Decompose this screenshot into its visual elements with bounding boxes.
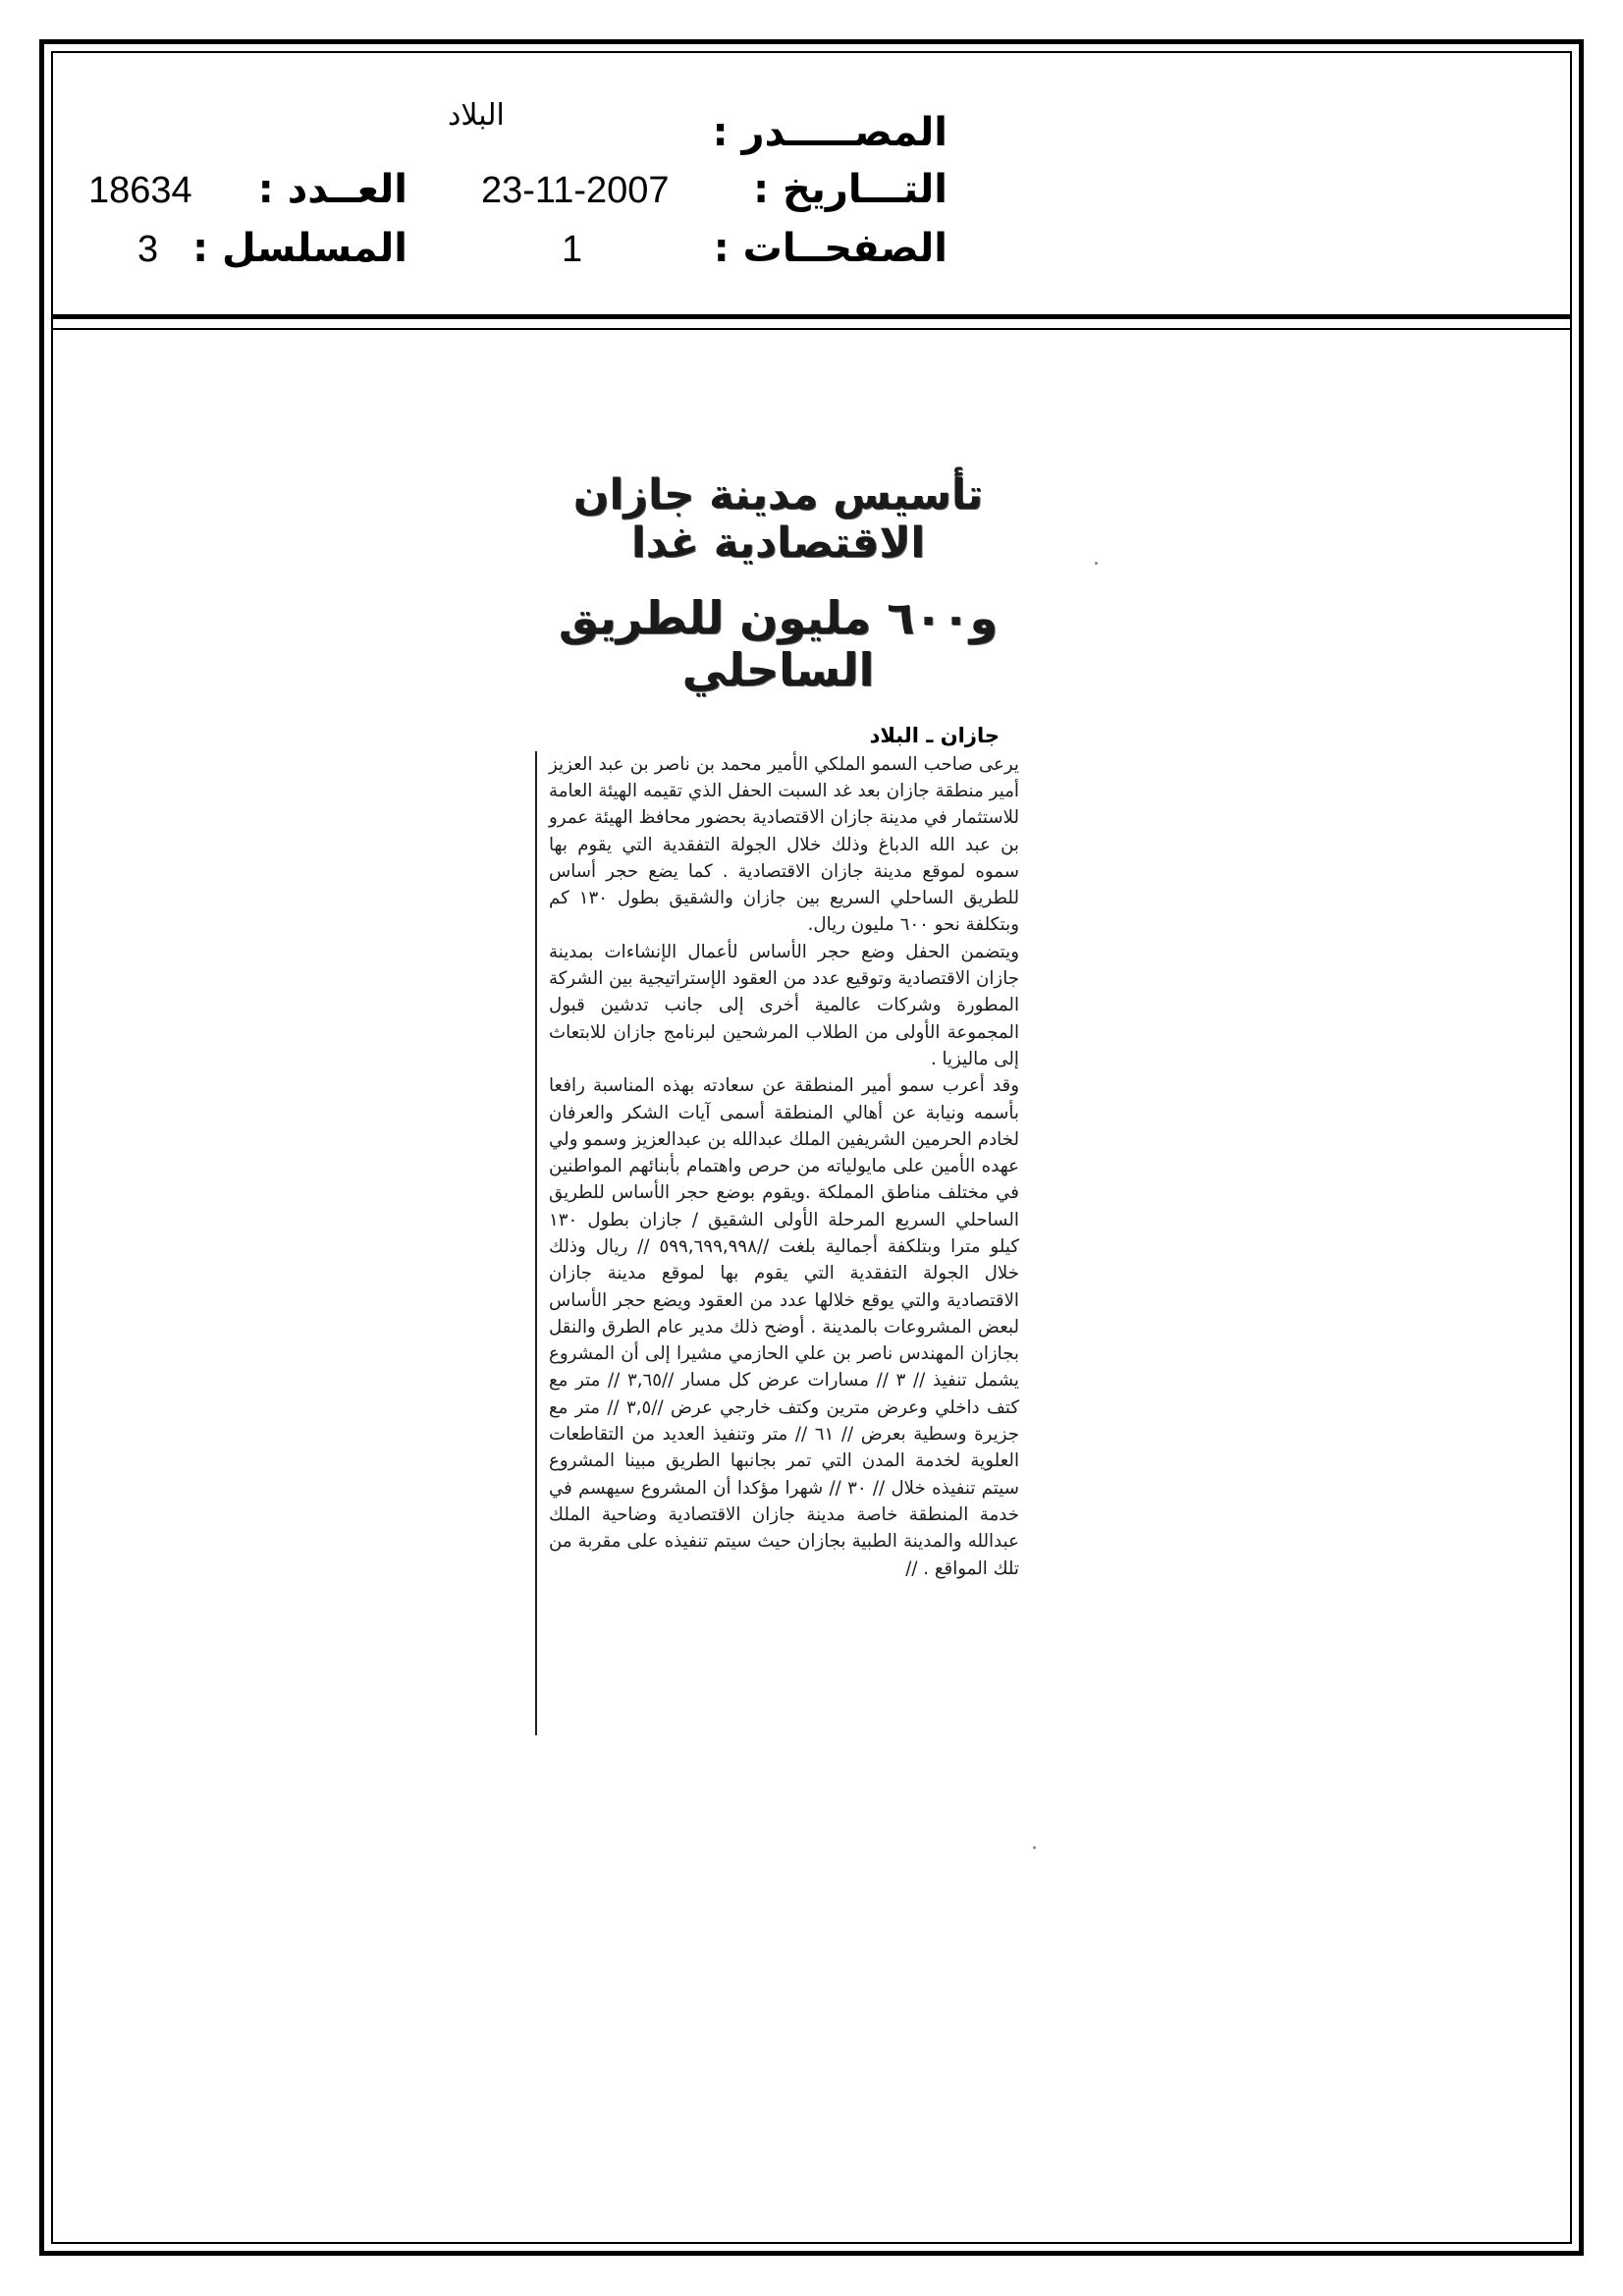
article-paragraph: يرعى صاحب السمو الملكي الأمير محمد بن ناصر بن عبد العزيز أمير منطقة جازان بعد غد السبت الحفل الذي تقيمه الهيئة العامة للاستثمار في مدينة جازان الاقتصادية بحضور محافظ الهيئة عمرو بن عبد الله الدباغ وذلك خلال الجولة التفقدية التي يقوم بها سموه لموقع مدينة جازان الاقتصادية . كما يضع حجر أساس للطريق الساحلي السريع بين جازان والشقيق بطول ١٣٠ كم وبتكلفة نحو ٦٠٠ مليون ريال. [549,753,1019,936]
date-label: التـــاريخ : [753,167,947,212]
issue-value: 18634 [88,170,192,211]
headline-line-1: تأسيس مدينة جازان الاقتصادية غدا [572,470,984,569]
source-value: البلاد [448,98,505,133]
pages-value: 1 [562,229,583,270]
source-label: المصـــــدر : [712,110,947,155]
header-divider-thick [51,314,1572,319]
headline-line-2: و٦٠٠ مليون للطريق الساحلي [558,590,999,696]
article-paragraph: وقد أعرب سمو أمير المنطقة عن سعادته بهذه المناسبة رافعا بأسمه ونيابة عن أهالي المنطقة أسمى آيات الشكر والعرفان لخادم الحرمين الشريفين الملك عبدالله بن عبدالعزيز وسمو ولي عهده الأمين على مايولياته من حرص واهتمام بأبنائهم المواطنين في مختلف مناطق المملكة .ويقوم بوضع حجر الأساس للطريق الساحلي السريع المرحلة الأولى الشقيق / جازان بطول ١٣٠ كيلو مترا وبتلكفة أجمالية بلغت //٥٩٩,٦٩٩,٩٩٨ // ريال وذلك خلال الجولة التفقدية التي يقوم بها لموقع مدينة جازان الاقتصادية والتي يوقع خلالها عدد من العقود ويضع حجر الأساس لبعض المشروعات بالمدينة . أوضح ذلك مدير عام الطرق والنقل بجازان المهندس ناصر بن علي الحازمي مشيرا إلى أن المشروع يشمل تنفيذ // ٣ // مسارات عرض كل مسار //٣,٦٥ // متر مع كتف داخلي وعرض مترين وكتف خارجي عرض //٣,٥ // متر مع جزيرة وسطية بعرض // ٦١ // متر وتنفيذ العديد من التقاطعات العلوية لخدمة المدن التي تمر بجانبها الطريق مبينا المشروع سيتم تنفيذه خلال // ٣٠ // شهرا مؤكدا أن المشروع سيهسم في خدمة المنطقة خاصة مدينة جازان الاقتصادية وضاحية الملك عبدالله والمدينة الطبية بجازان حيث سيتم تنفيذه على مقربة من تلك المواقع . // [549,1075,1020,1579]
scan-speck [1095,562,1098,565]
article-paragraph: ويتضمن الحفل وضع حجر الأساس لأعمال الإنشاءات بمدينة جازان الاقتصادية وتوقيع عدد من العقود الإستراتيجية بين الشركة المطورة وشركات عالمية أخرى إلى جانب تدشين قبول المجموعة الأولى من الطلاب المرشحين لبرنامج جازان للابتعاث إلى ماليزيا . [549,941,1019,1069]
scan-speck [1033,1846,1036,1849]
header-divider-thin [51,328,1572,330]
pages-label: الصفحــات : [713,226,947,271]
newspaper-clipping [535,471,1021,1797]
serial-value: 3 [137,229,159,270]
date-value: 23-11-2007 [481,170,670,211]
serial-label: المسلسل : [192,226,407,271]
issue-label: العــدد : [257,167,407,212]
byline: جازان ـ البلاد [869,723,1000,747]
article-body [535,751,1021,1735]
